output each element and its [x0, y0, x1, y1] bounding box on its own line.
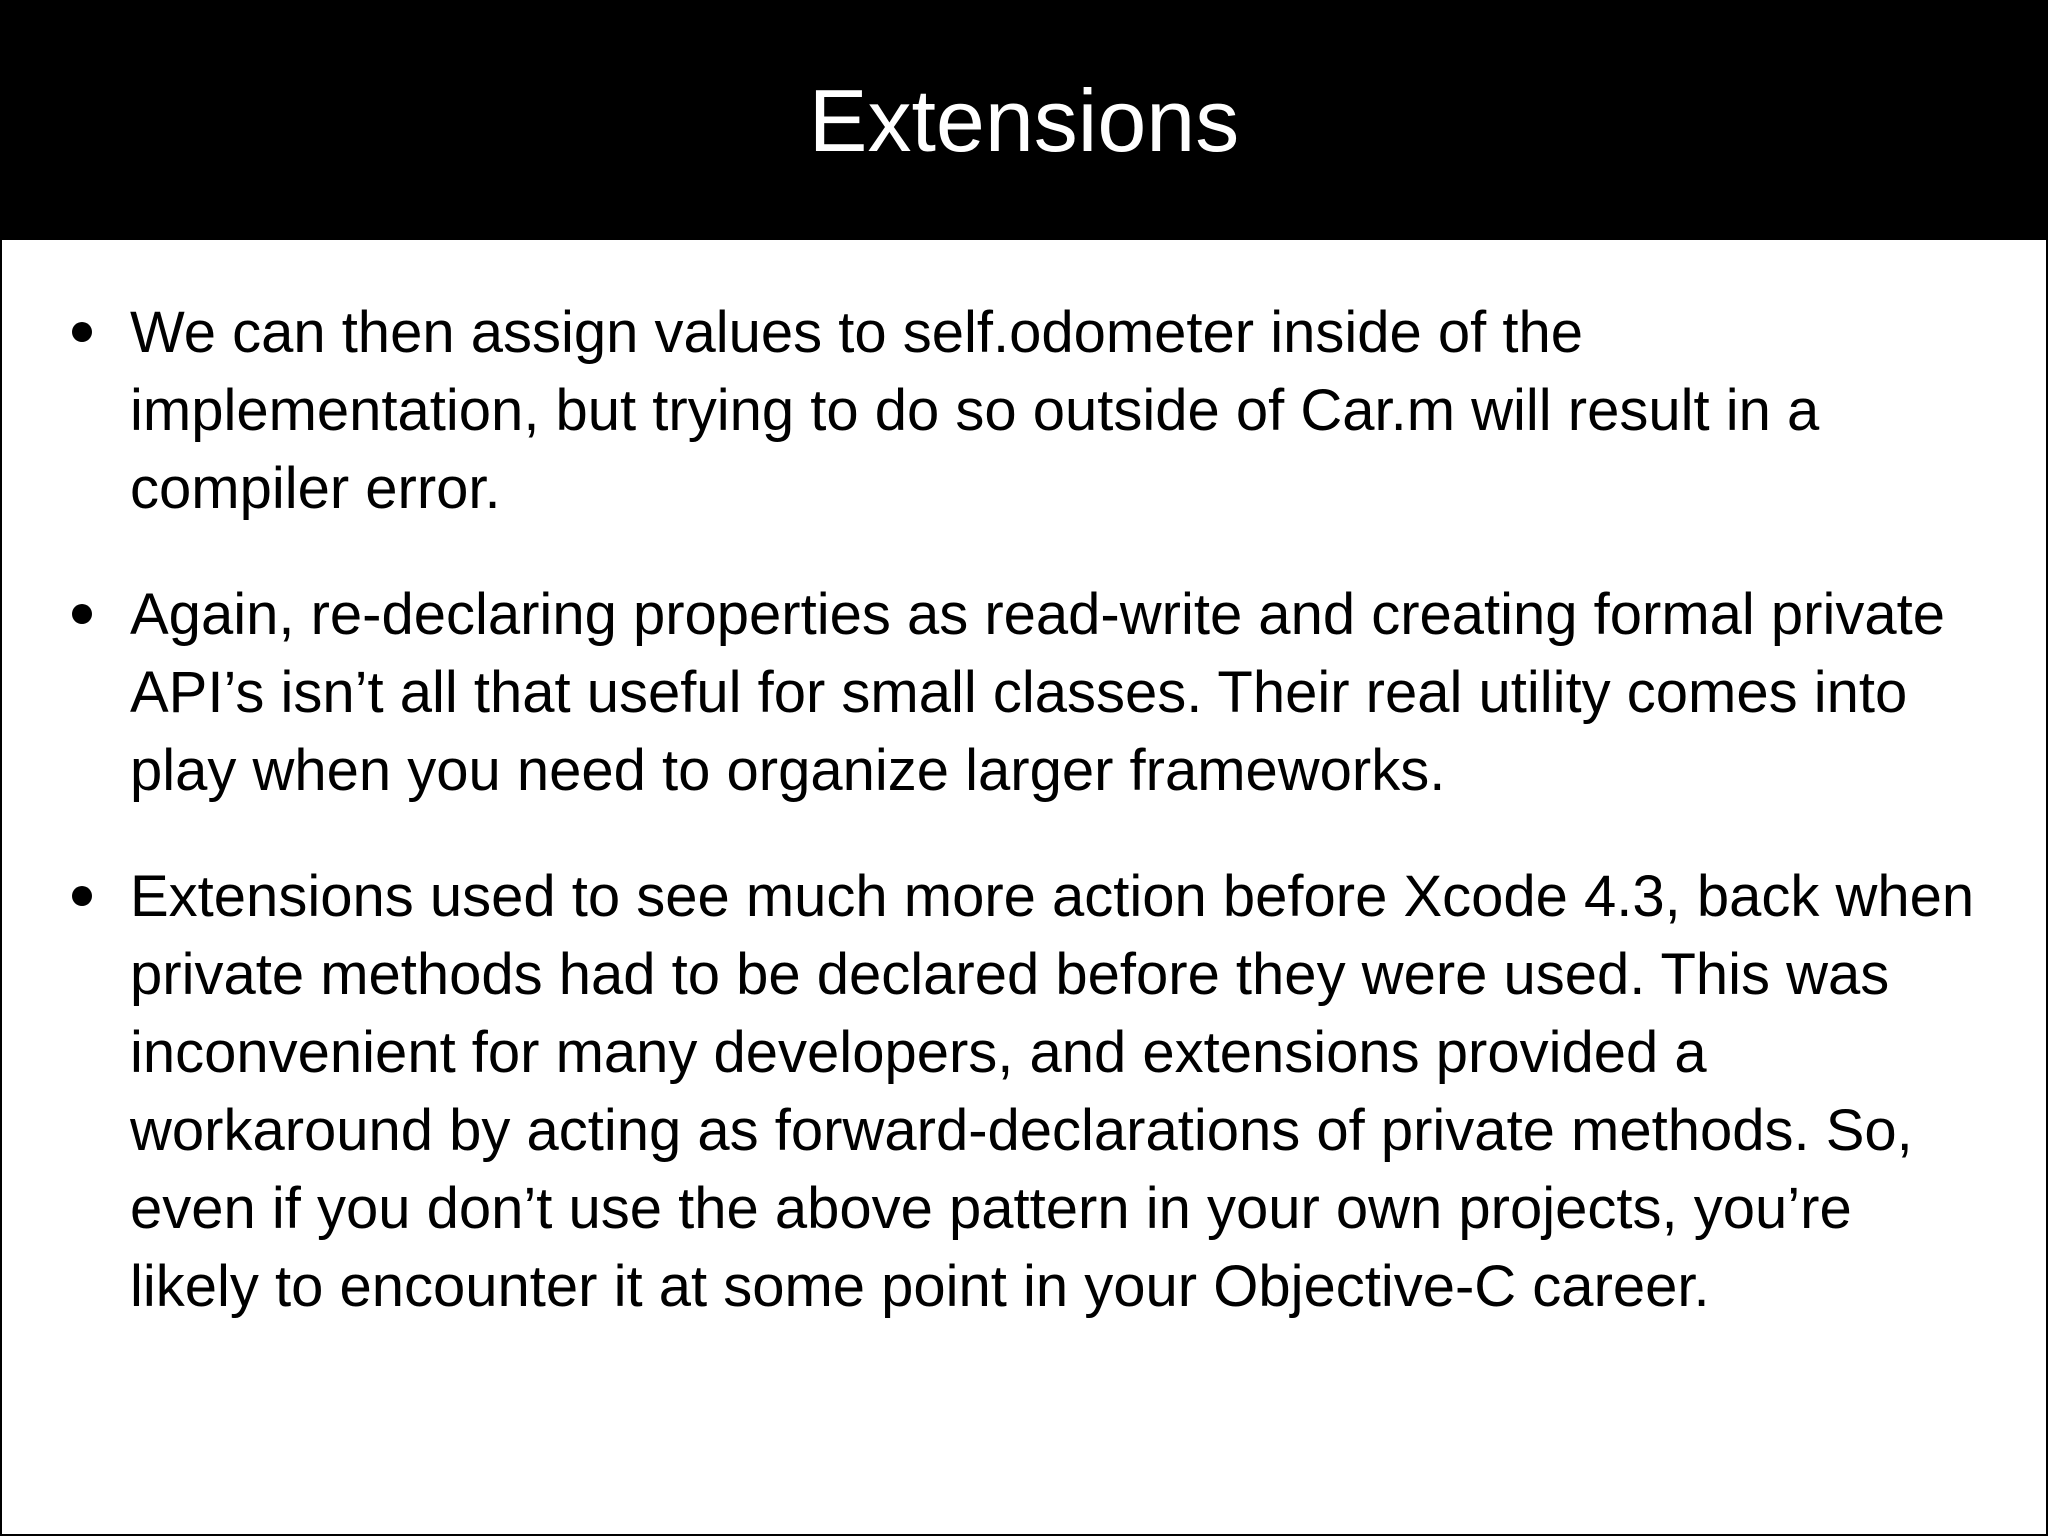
bullet-dot-icon: [72, 604, 92, 624]
bullet-text: We can then assign values to self.odometer inside of the implementation, but trying to do so outside of Car.m will result in a compiler error.: [130, 300, 1820, 521]
slide-title: Extensions: [808, 71, 1240, 170]
bullet-text: Extensions used to see much more action before Xcode 4.3, back when private methods had to be declared before they were used. This was inconvenient for many developers, and extensions provided a workaround by acting as forward-declarations of private methods. So, even if you don’t use the above pattern in your own projects, you’re likely to encounter it at some point in your Objective-C career.: [130, 864, 1975, 1319]
title-bar: [2, 2, 2046, 240]
bullet-item: [72, 294, 1992, 528]
bullet-list: [72, 294, 1992, 1374]
bullet-dot-icon: [72, 886, 92, 906]
bullet-item: [72, 576, 1992, 810]
bullet-dot-icon: [72, 322, 92, 342]
bullet-text: Again, re-declaring properties as read-write and creating formal private API’s isn’t all that useful for small classes. Their real utility comes into play when you need to organize larger frameworks.: [130, 582, 1945, 803]
bullet-item: [72, 858, 1992, 1326]
